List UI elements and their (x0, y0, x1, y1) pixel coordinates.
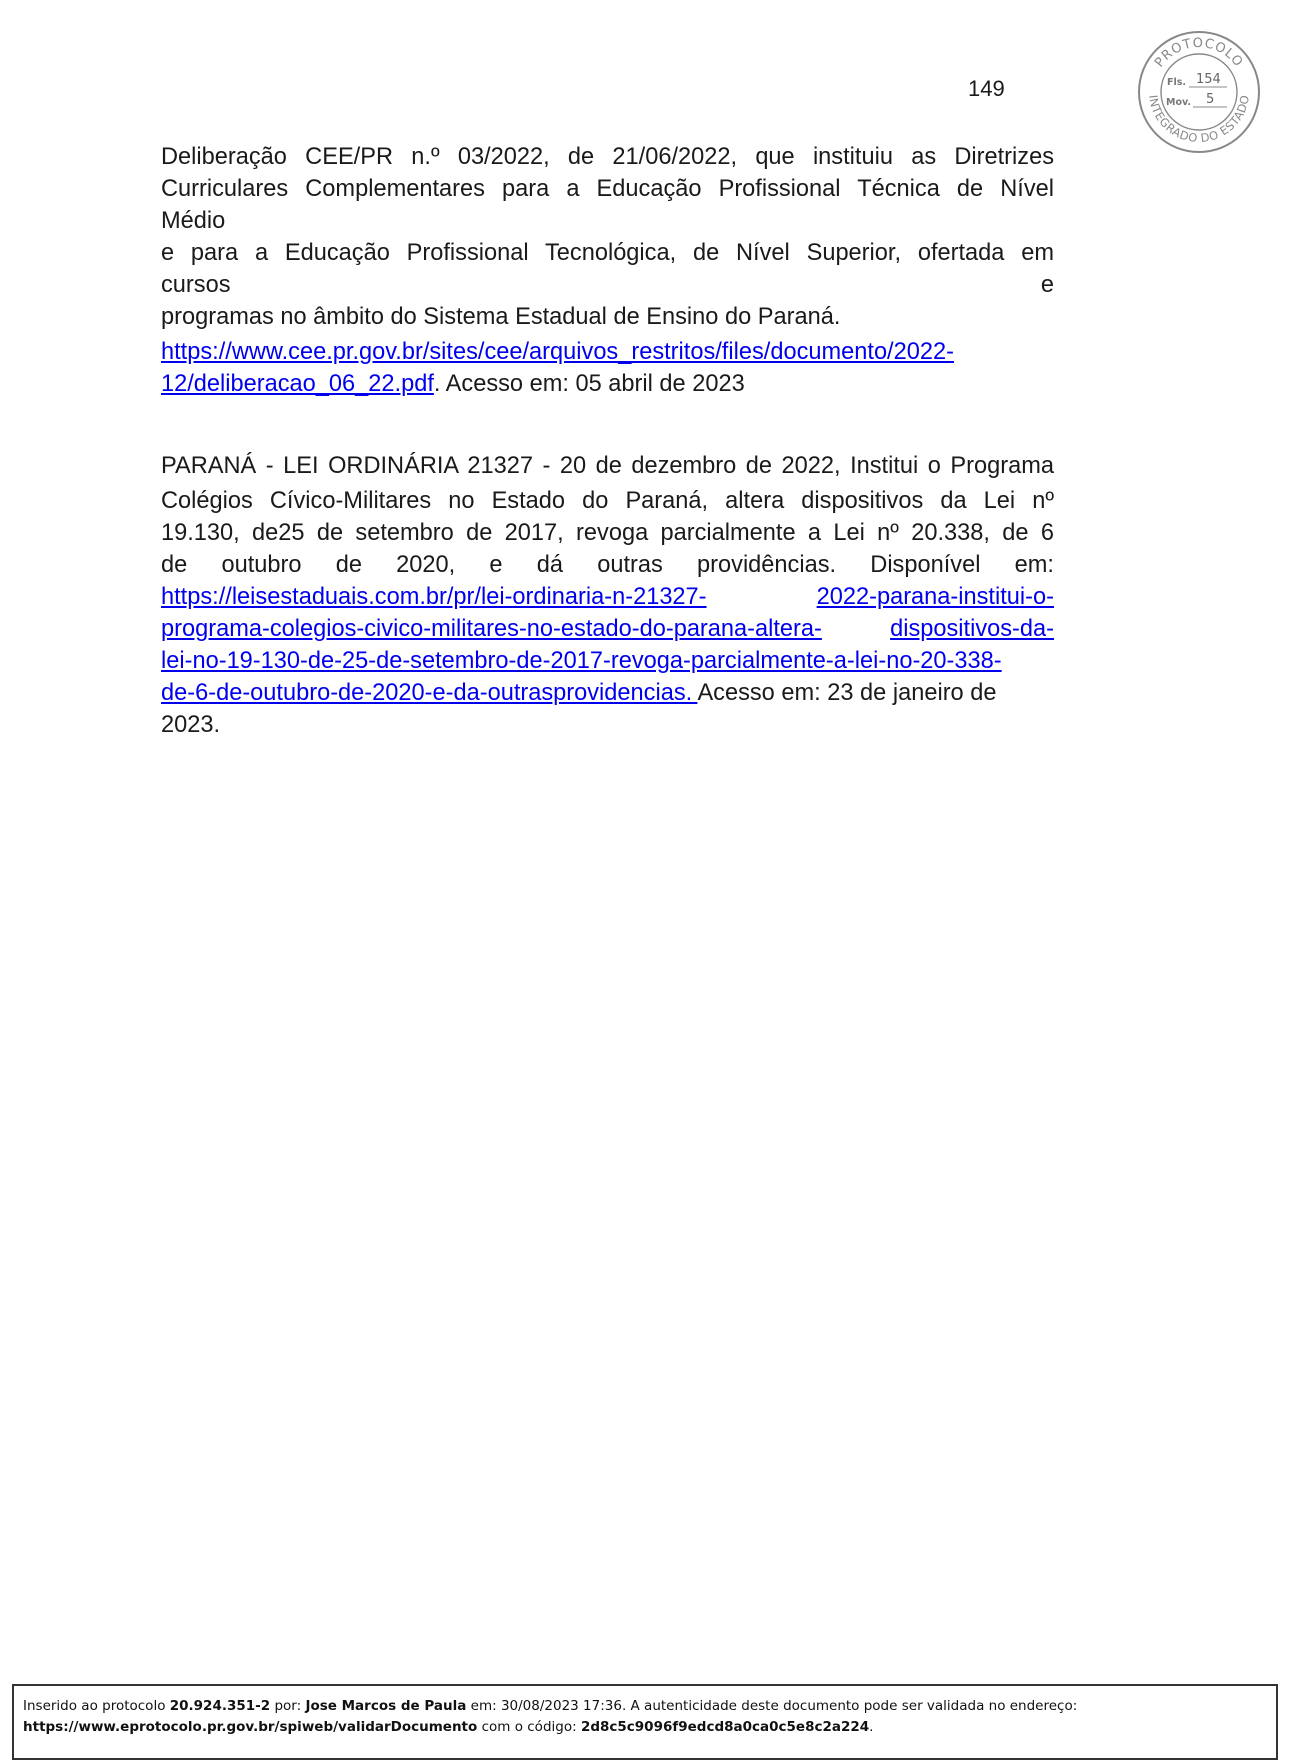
ref2-access-date: Acesso em: 23 de janeiro de (697, 680, 997, 706)
ref1-link-line (161, 368, 1054, 400)
ref1-word: e (1040, 272, 1054, 298)
footer-text: por: (270, 1698, 306, 1714)
protocol-number: 20.924.351-2 (169, 1698, 271, 1714)
stamp-top-text: PROTOCOLO (1152, 35, 1246, 71)
validation-code: 2d8c5c9096f9edcd8a0ca0c5e8c2a224 (580, 1719, 870, 1735)
validation-url[interactable]: https://www.eprotocolo.pr.gov.br/spiweb/validarDocumento (23, 1719, 478, 1735)
stamp-mov-value: 5 (1206, 92, 1215, 107)
ref2-link-line (161, 613, 1054, 645)
ref2-link-line (161, 581, 1054, 613)
page-number: 149 (968, 76, 1005, 101)
ref1-line: Médio (161, 208, 226, 234)
footer-text: em: 30/08/2023 17:36. A autenticidade deste documento pode ser validada no endereço: (466, 1698, 1078, 1714)
protocol-stamp (1137, 30, 1261, 154)
ref1-access-date: . Acesso em: 05 abril de 2023 (433, 371, 745, 397)
stamp-mov-label: Mov. (1166, 97, 1192, 108)
footer-line-2 (23, 1717, 1267, 1738)
ref2-link[interactable]: https://leisestaduais.com.br/pr/lei-ordinaria-n-21327- (161, 584, 707, 610)
ref2-line: de outubro de 2020, e dá outras providências. Disponível em: (161, 552, 1054, 578)
ref1-link-line (161, 336, 1054, 368)
stamp-fls-label: Fls. (1167, 77, 1187, 88)
ref1-line: programas no âmbito do Sistema Estadual de Ensino do Paraná. (161, 304, 841, 330)
ref2-link[interactable]: programa-colegios-civico-militares-no-estado-do-parana-altera- (161, 616, 822, 642)
ref1-link[interactable]: https://www.cee.pr.gov.br/sites/cee/arquivos_restritos/files/documento/2022- (161, 339, 954, 365)
footer-line-1 (23, 1696, 1267, 1717)
stamp-bottom-text: INTEGRADO DO ESTADO (1146, 93, 1253, 146)
ref1-line: e para a Educação Profissional Tecnológica, de Nível Superior, ofertada em (161, 240, 1054, 266)
ref2-line: 2023. (161, 712, 221, 738)
ref2-line: PARANÁ - LEI ORDINÁRIA 21327 - 20 de dezembro de 2022, Institui o Programa (161, 453, 1054, 479)
reference-cee-deliberation (161, 141, 1054, 400)
ref2-link[interactable]: de-6-de-outubro-de-2020-e-da-outrasprovidencias. (161, 680, 698, 706)
ref2-link-line (161, 645, 1054, 677)
ref2-link[interactable]: dispositivos-da- (890, 616, 1054, 642)
footer-text: Inserido ao protocolo (23, 1698, 170, 1714)
footer-text: . (869, 1719, 874, 1735)
authenticity-footer (12, 1684, 1278, 1760)
reference-parana-law (161, 450, 1054, 741)
footer-text: com o código: (477, 1719, 581, 1735)
stamp-fls-value: 154 (1196, 72, 1221, 87)
ref1-line (161, 269, 1054, 301)
author-name: Jose Marcos de Paula (305, 1698, 467, 1714)
ref2-link[interactable]: lei-no-19-130-de-25-de-setembro-de-2017-revoga-parcialmente-a-lei-no-20-338- (161, 648, 1002, 674)
ref2-line: 19.130, de25 de setembro de 2017, revoga parcialmente a Lei nº 20.338, de 6 (161, 520, 1054, 546)
ref1-line: Deliberação CEE/PR n.º 03/2022, de 21/06/2022, que instituiu as Diretrizes (161, 144, 1054, 170)
ref2-link-line (161, 677, 1054, 709)
ref2-line: Colégios Cívico-Militares no Estado do Paraná, altera dispositivos da Lei nº (161, 488, 1054, 514)
ref1-word: cursos (161, 272, 231, 298)
document-body (161, 141, 1054, 741)
ref2-link[interactable]: 2022-parana-institui-o- (816, 584, 1054, 610)
ref1-line: Curriculares Complementares para a Educação Profissional Técnica de Nível (161, 176, 1054, 202)
ref1-link[interactable]: 12/deliberacao_06_22.pdf (161, 371, 434, 397)
